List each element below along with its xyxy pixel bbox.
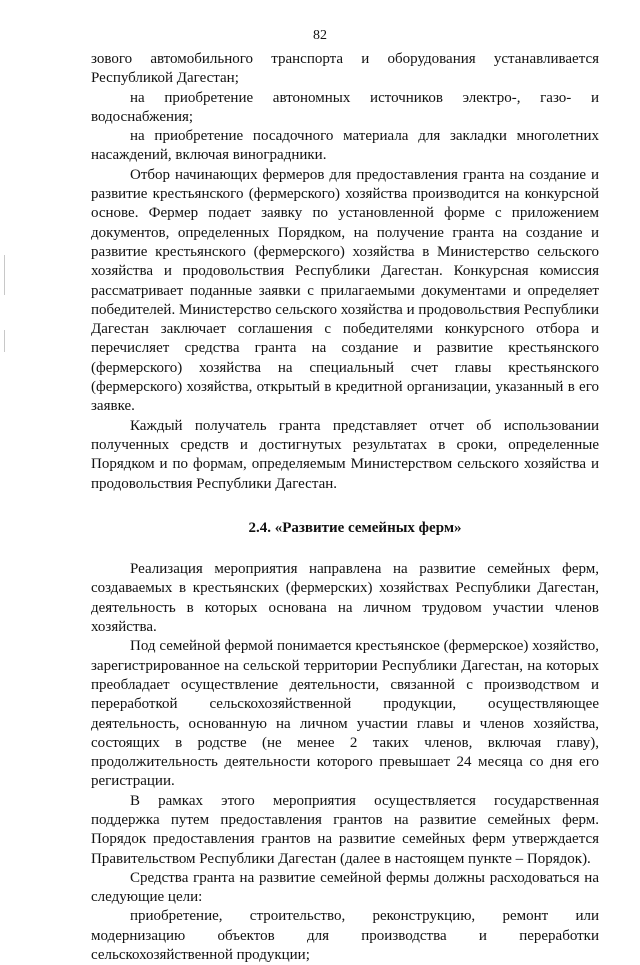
paragraph: Каждый получатель гранта представляет отчет об использовании полученных средств и достигнутых результатах в сроки, определенные Порядком и по формам, определяемым Министерством сельского хозяйства и продовольствия Республики Дагестан. xyxy=(91,417,599,492)
body-text xyxy=(91,50,599,965)
page-number: 82 xyxy=(313,28,327,43)
scan-margin-mark xyxy=(4,330,5,352)
section-heading: 2.4. «Развитие семейных ферм» xyxy=(248,519,462,536)
paragraph: приобретение, строительство, реконструкцию, ремонт или модернизацию объектов для производства и переработки сельскохозяйственной продукции; xyxy=(91,908,599,964)
paragraph: на приобретение автономных источников электро-, газо- и водоснабжения; xyxy=(91,89,599,125)
paragraph: Под семейной фермой понимается крестьянское (фермерское) хозяйство, зарегистрированное на сельской территории Республики Дагестан, на которых преобладает осуществление деятельности, связанной с производством и переработкой сельскохозяйственной продукции, осуществляющее деятельность, основанную на личном участии главы и членов хозяйства, состоящих в родстве (не менее 2 таких членов, включая главу), продолжительность деятельности которого превышает 24 месяца со дня его регистрации. xyxy=(91,638,599,790)
paragraph: В рамках этого мероприятия осуществляется государственная поддержка путем предоставления грантов на развитие семейных ферм. Порядок предоставления грантов на развитие семейных ферм утверждается Правительством Республики Дагестан (далее в настоящем пункте – Порядок). xyxy=(91,792,599,867)
scan-margin-mark xyxy=(4,255,5,295)
paragraph: зового автомобильного транспорта и оборудования устанавливается Республикой Дагестан; xyxy=(91,51,599,87)
paragraph: Отбор начинающих фермеров для предоставления гранта на создание и развитие крестьянского (фермерского) хозяйства производится на конкурсной основе. Фермер подает заявку по установленной форме с приложением документов, определенных Порядком, на получение гранта на создание и развитие крестьянского (фермерского) хозяйства в Министерство сельского хозяйства и продовольствия Республики Дагестан. Конкурсная комиссия рассматривает поданные заявки с прилагаемыми документами и определяет победителей. Министерство сельского хозяйства и продовольствия Республики Дагестан заключает соглашения с победителями конкурсного отбора и перечисляет средства гранта на создание и развитие крестьянского (фермерского) хозяйства на специальный счет главы крестьянского (фермерского) хозяйства, открытый в кредитной организации, указанный в его заявке. xyxy=(91,166,599,415)
paragraph: на приобретение посадочного материала для закладки многолетних насаждений, включая виноградники. xyxy=(91,128,599,164)
paragraphs-before xyxy=(91,50,599,494)
paragraph: Средства гранта на развитие семейной фермы должны расходоваться на следующие цели: xyxy=(91,869,599,906)
paragraph: Реализация мероприятия направлена на развитие семейных ферм, создаваемых в крестьянских (фермерских) хозяйствах Республики Дагестан, деятельность в которых основана на личном трудовом участии членов хозяйства. xyxy=(91,561,599,636)
paragraphs-after xyxy=(91,560,599,965)
